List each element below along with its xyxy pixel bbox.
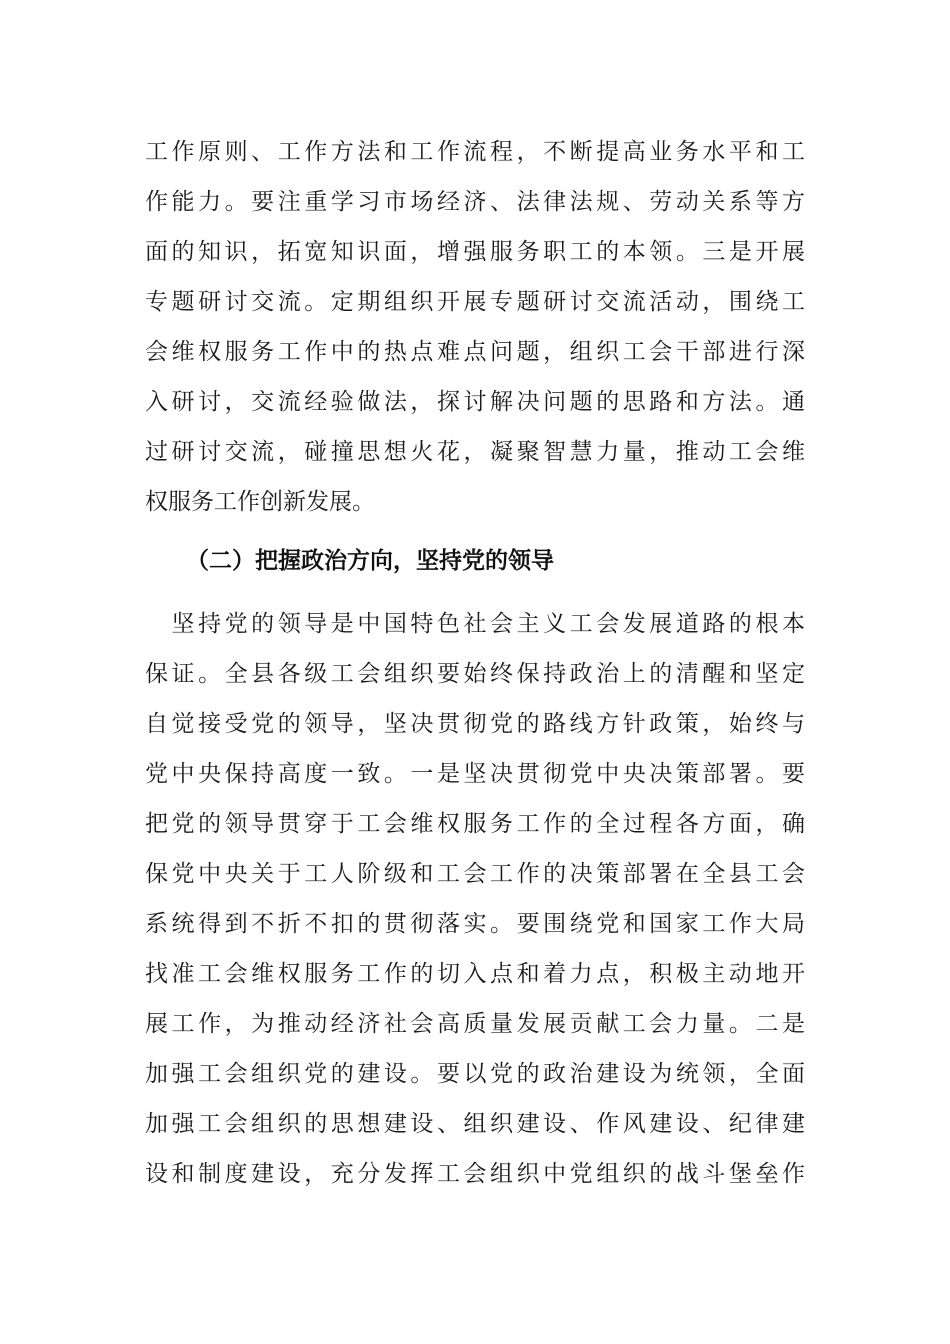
text-line: 作能力。要注重学习市场经济、法律法规、劳动关系等方 xyxy=(145,189,805,215)
text-line: 工作原则、工作方法和工作流程，不断提高业务水平和工 xyxy=(145,139,805,165)
paragraph-party-leadership xyxy=(145,599,805,1199)
text-line: 系统得到不折不扣的贯彻落实。要围绕党和国家工作大局 xyxy=(145,911,805,937)
text-line: 设和制度建设，充分发挥工会组织中党组织的战斗堡垒作 xyxy=(145,1161,805,1187)
section-heading: （二）把握政治方向，坚持党的领导 xyxy=(186,548,554,574)
text-line: 把党的领导贯穿于工会维权服务工作的全过程各方面，确 xyxy=(145,811,805,837)
text-line: 会维权服务工作中的热点难点问题，组织工会干部进行深 xyxy=(145,339,805,365)
text-line: 专题研讨交流。定期组织开展专题研讨交流活动，围绕工 xyxy=(145,289,805,315)
paragraph-continued xyxy=(145,127,805,527)
text-line: 党中央保持高度一致。一是坚决贯彻党中央决策部署。要 xyxy=(145,761,805,787)
text-line: 找准工会维权服务工作的切入点和着力点，积极主动地开 xyxy=(145,961,805,987)
text-line: 保证。全县各级工会组织要始终保持政治上的清醒和坚定 xyxy=(145,661,805,687)
text-line: 展工作，为推动经济社会高质量发展贡献工会力量。二是 xyxy=(145,1011,805,1037)
text-line: 加强工会组织党的建设。要以党的政治建设为统领，全面 xyxy=(145,1061,805,1087)
text-line: 加强工会组织的思想建设、组织建设、作风建设、纪律建 xyxy=(145,1111,805,1137)
text-line: 自觉接受党的领导，坚决贯彻党的路线方针政策，始终与 xyxy=(145,711,805,737)
text-line: 入研讨，交流经验做法，探讨解决问题的思路和方法。通 xyxy=(145,389,805,415)
text-line: 面的知识，拓宽知识面，增强服务职工的本领。三是开展 xyxy=(145,239,805,265)
text-line: 过研讨交流，碰撞思想火花，凝聚智慧力量，推动工会维 xyxy=(145,439,805,465)
text-line: 坚持党的领导是中国特色社会主义工会发展道路的根本 xyxy=(145,611,805,637)
text-line: 保党中央关于工人阶级和工会工作的决策部署在全县工会 xyxy=(145,861,805,887)
text-line: 权服务工作创新发展。 xyxy=(145,489,375,515)
